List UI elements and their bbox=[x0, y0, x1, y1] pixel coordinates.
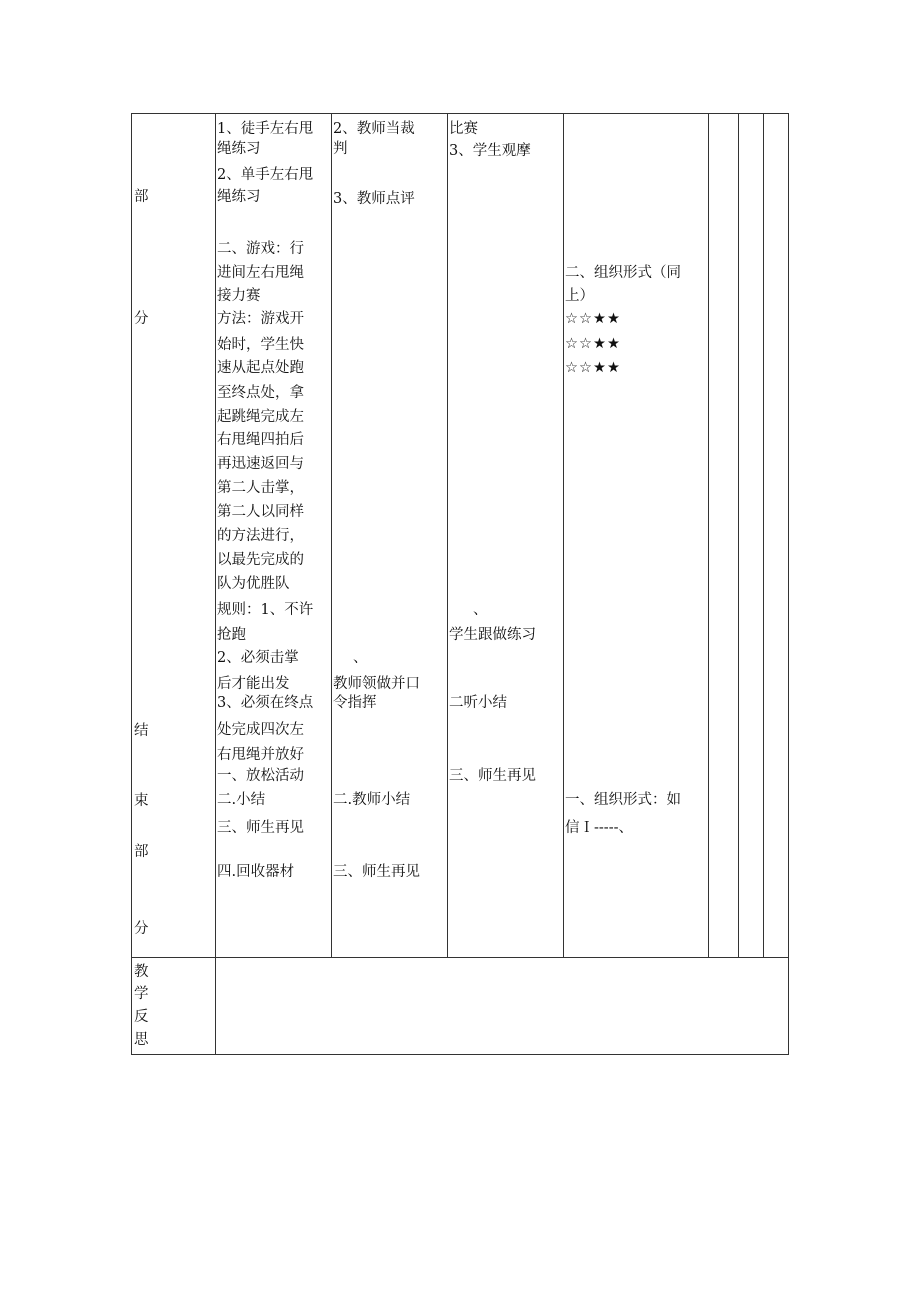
org-line: 上） bbox=[565, 288, 594, 304]
row-divider bbox=[131, 957, 789, 958]
reflection-label: 反 bbox=[134, 1009, 149, 1025]
teacher-line: 二.教师小结 bbox=[333, 792, 411, 808]
content-line: 规则：1、不许 bbox=[217, 602, 314, 618]
column-divider bbox=[331, 113, 332, 958]
section-label: 结 bbox=[134, 723, 149, 739]
org-line: 信Ｉ-----、 bbox=[565, 820, 633, 836]
teacher-line: 令指挥 bbox=[333, 695, 377, 711]
content-line: 右甩绳并放好 bbox=[217, 747, 304, 763]
content-line: 一、放松活动 bbox=[217, 768, 304, 784]
content-line: 抢跑 bbox=[217, 627, 246, 643]
content-line: 起跳绳完成左 bbox=[217, 409, 304, 425]
section-label: 部 bbox=[134, 844, 149, 860]
section-label: 束 bbox=[134, 793, 149, 809]
section-label: 分 bbox=[134, 921, 149, 937]
org-line: 二、组织形式（同 bbox=[565, 265, 681, 281]
table-right-border bbox=[788, 113, 789, 1055]
section-label: 分 bbox=[134, 311, 149, 327]
content-line: 的方法进行， bbox=[217, 528, 304, 544]
section-label: 部 bbox=[134, 189, 149, 205]
column-divider bbox=[708, 113, 709, 958]
content-line: 速从起点处跑 bbox=[217, 360, 304, 376]
content-line: 后才能出发 bbox=[217, 676, 290, 692]
teacher-line: 3、教师点评 bbox=[333, 191, 415, 207]
content-line: 始时，学生快 bbox=[217, 337, 304, 353]
content-line: 二、游戏：行 bbox=[217, 241, 304, 257]
student-line: 比赛 bbox=[449, 121, 478, 137]
content-line: 方法：游戏开 bbox=[217, 311, 304, 327]
teacher-line: 、 bbox=[353, 650, 368, 666]
reflection-label: 教 bbox=[134, 964, 149, 980]
student-line: 三、师生再见 bbox=[449, 768, 536, 784]
content-line: 进间左右甩绳 bbox=[217, 265, 304, 281]
teacher-line: 判 bbox=[333, 141, 348, 157]
reflection-label: 学 bbox=[134, 986, 149, 1002]
student-line: 、 bbox=[473, 602, 488, 618]
teacher-line: 2、教师当裁 bbox=[333, 121, 415, 137]
content-line: 四.回收器材 bbox=[217, 864, 295, 880]
formation-stars: ☆☆★★ bbox=[565, 336, 621, 352]
formation-stars: ☆☆★★ bbox=[565, 360, 621, 376]
content-line: 至终点处，拿 bbox=[217, 385, 304, 401]
column-divider bbox=[563, 113, 564, 958]
column-divider bbox=[215, 113, 216, 1055]
content-line: 3、必须在终点 bbox=[217, 695, 314, 711]
content-line: 以最先完成的 bbox=[217, 552, 304, 568]
table-left-border bbox=[131, 113, 132, 1055]
content-line: 1、徒手左右甩 bbox=[217, 121, 314, 137]
column-divider bbox=[738, 113, 739, 958]
teacher-line: 三、师生再见 bbox=[333, 864, 420, 880]
column-divider bbox=[763, 113, 764, 958]
content-line: 接力赛 bbox=[217, 288, 261, 304]
column-divider bbox=[447, 113, 448, 958]
content-line: 右甩绳四拍后 bbox=[217, 432, 304, 448]
content-line: 处完成四次左 bbox=[217, 722, 304, 738]
reflection-label: 思 bbox=[134, 1032, 149, 1048]
org-line: 一、组织形式：如 bbox=[565, 792, 681, 808]
content-line: 队为优胜队 bbox=[217, 576, 290, 592]
content-line: 二.小结 bbox=[217, 792, 266, 808]
content-line: 第二人击掌， bbox=[217, 480, 304, 496]
content-line: 再迅速返回与 bbox=[217, 456, 304, 472]
table-top-border bbox=[131, 113, 789, 114]
teacher-line: 教师领做并口 bbox=[333, 676, 420, 692]
student-line: 二听小结 bbox=[449, 695, 507, 711]
content-line: 绳练习 bbox=[217, 189, 261, 205]
content-line: 2、单手左右甩 bbox=[217, 167, 314, 183]
content-line: 第二人以同样 bbox=[217, 504, 304, 520]
content-line: 2、必须击掌 bbox=[217, 650, 299, 666]
content-line: 三、师生再见 bbox=[217, 820, 304, 836]
student-line: 3、学生观摩 bbox=[449, 143, 531, 159]
table-bottom-border bbox=[131, 1054, 789, 1055]
student-line: 学生跟做练习 bbox=[449, 627, 536, 643]
content-line: 绳练习 bbox=[217, 141, 261, 157]
formation-stars: ☆☆★★ bbox=[565, 311, 621, 327]
